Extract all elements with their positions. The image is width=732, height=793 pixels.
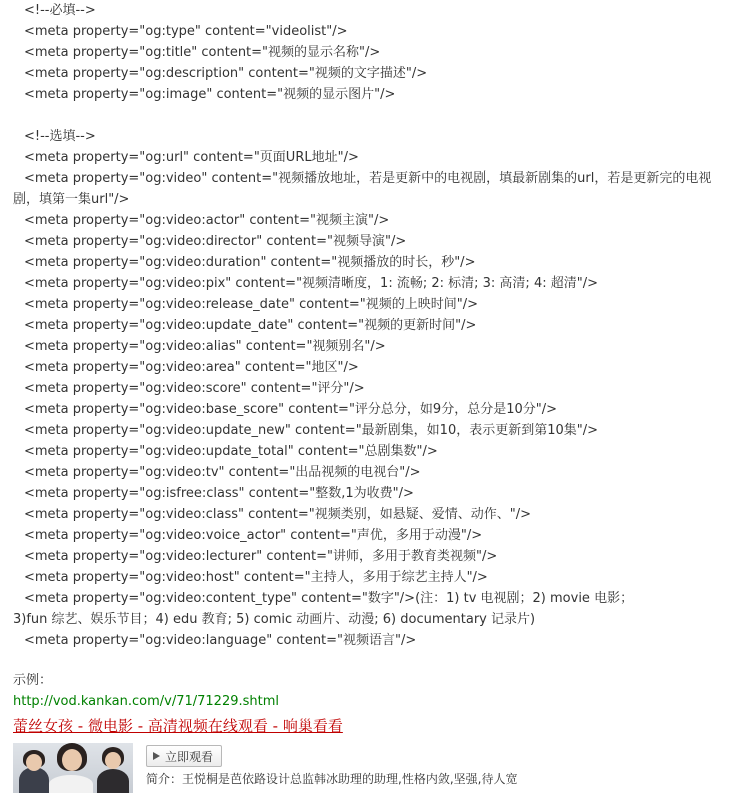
code-line: <meta property="og:video:alias" content="视频别名"/> — [24, 339, 386, 354]
code-line: <meta property="og:video:language" content="视频语言"/> — [24, 633, 417, 648]
code-line: <meta property="og:video:class" content="视频类别，如悬疑、爱情、动作、"/> — [24, 507, 532, 522]
watch-now-button[interactable] — [146, 745, 222, 767]
code-line: <meta property="og:video:tv" content="出品视频的电视台"/> — [24, 465, 421, 480]
code-line: <meta property="og:video:update_total" content="总剧集数"/> — [24, 444, 438, 459]
code-line: 剧，填第一集url"/> — [13, 192, 130, 207]
video-summary: 简介：王悦桐是芭依路设计总监韩冰助理的助理,性格内敛,坚强,待人宽 — [146, 772, 518, 786]
code-line: <meta property="og:video" content="视频播放地址，若是更新中的电视剧，填最新剧集的url，若是更新完的电视 — [24, 171, 712, 186]
code-line: <meta property="og:title" content="视频的显示名称"/> — [24, 45, 381, 60]
thumbnail-person-right — [97, 769, 129, 793]
code-line: <meta property="og:video:host" content="主持人，多用于综艺主持人"/> — [24, 570, 488, 585]
code-line: <meta property="og:video:update_date" content="视频的更新时间"/> — [24, 318, 477, 333]
example-url: http://vod.kankan.com/v/71/71229.shtml — [13, 694, 280, 709]
play-icon — [153, 752, 160, 760]
code-line: <meta property="og:video:update_new" content="最新剧集，如10，表示更新到第10集"/> — [24, 423, 599, 438]
code-line: <meta property="og:video:area" content="地区"/> — [24, 360, 359, 375]
code-line: <meta property="og:video:pix" content="视频清晰度，1: 流畅; 2: 标清; 3: 高清; 4: 超清"/> — [24, 276, 598, 291]
code-line: <meta property="og:image" content="视频的显示图片"/> — [24, 87, 396, 102]
code-line: <!--选填--> — [24, 129, 96, 144]
thumbnail-person-center — [49, 775, 93, 793]
code-line: <meta property="og:video:content_type" content="数字"/>(注：1) tv 电视剧；2) movie 电影； — [24, 591, 634, 606]
result-title-link[interactable]: 蕾丝女孩 - 微电影 - 高清视频在线观看 - 响巢看看 — [13, 717, 343, 735]
code-line: <meta property="og:description" content="视频的文字描述"/> — [24, 66, 428, 81]
code-line: <meta property="og:video:lecturer" content="讲师，多用于教育类视频"/> — [24, 549, 498, 564]
video-thumbnail[interactable] — [13, 743, 133, 793]
code-line: 3)fun 综艺、娱乐节目；4) edu 教育; 5) comic 动画片、动漫; 6) documentary 记录片) — [13, 612, 536, 627]
code-line: <meta property="og:video:base_score" content="评分总分，如9分，总分是10分"/> — [24, 402, 557, 417]
code-line: <!--必填--> — [24, 3, 96, 18]
code-line: <meta property="og:url" content="页面URL地址"/> — [24, 150, 359, 165]
code-line: <meta property="og:video:director" content="视频导演"/> — [24, 234, 407, 249]
example-label: 示例： — [13, 673, 53, 688]
code-line: <meta property="og:video:voice_actor" content="声优，多用于动漫"/> — [24, 528, 483, 543]
code-line: <meta property="og:video:release_date" content="视频的上映时间"/> — [24, 297, 478, 312]
code-line: <meta property="og:type" content="videolist"/> — [24, 24, 348, 39]
code-line: <meta property="og:video:actor" content="视频主演"/> — [24, 213, 390, 228]
code-line: <meta property="og:video:duration" content="视频播放的时长，秒"/> — [24, 255, 476, 270]
code-line: <meta property="og:isfree:class" content="整数,1为收费"/> — [24, 486, 414, 501]
code-line: <meta property="og:video:score" content="评分"/> — [24, 381, 365, 396]
watch-now-label: 立即观看 — [165, 749, 214, 764]
